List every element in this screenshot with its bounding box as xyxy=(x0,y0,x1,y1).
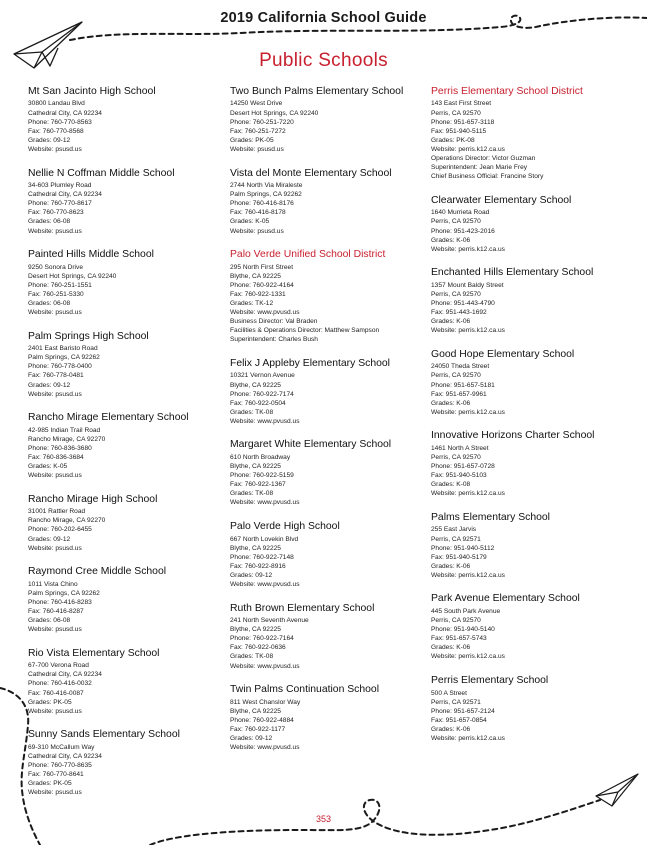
school-name: Painted Hills Middle School xyxy=(28,249,154,261)
directory-column-1 xyxy=(28,86,228,811)
school-entry xyxy=(431,267,631,335)
entry-detail-line: Fax: 760-922-1331 xyxy=(230,290,286,298)
entry-detail-line: Website: perris.k12.ca.us xyxy=(431,408,505,416)
entry-detail-line: Fax: 760-251-5330 xyxy=(28,290,84,298)
entry-detail-line: 1640 Murrieta Road xyxy=(431,209,490,217)
entry-detail-line: Website: psusd.us xyxy=(28,390,82,398)
entry-detail-line: Cathedral City, CA 92234 xyxy=(28,671,102,679)
entry-detail-line: Phone: 951-657-3118 xyxy=(431,118,495,126)
entry-detail-line: Grades: 06-08 xyxy=(28,299,71,307)
entry-detail-line: Grades: PK-05 xyxy=(28,780,72,788)
entry-detail-line: Fax: 951-657-5743 xyxy=(431,635,487,643)
entry-detail-line: Blythe, CA 92225 xyxy=(230,272,281,280)
entry-detail-line: 24050 Theda Street xyxy=(431,363,490,371)
entry-detail-line: Website: perris.k12.ca.us xyxy=(431,653,505,661)
entry-detail-line: Grades: K-06 xyxy=(431,644,471,652)
entry-detail-line: Perris, CA 92571 xyxy=(431,535,481,543)
entry-detail-line: Fax: 760-251-7272 xyxy=(230,127,286,135)
school-name: Innovative Horizons Charter School xyxy=(431,430,595,442)
entry-detail-line: Fax: 760-922-8916 xyxy=(230,562,286,570)
district-entry xyxy=(431,86,631,181)
entry-detail-line: 69-310 McCallum Way xyxy=(28,743,95,751)
school-entry xyxy=(28,249,228,317)
entry-detail-line: Phone: 760-202-6455 xyxy=(28,526,92,534)
school-name: Park Avenue Elementary School xyxy=(431,593,580,605)
school-name: Good Hope Elementary School xyxy=(431,348,575,360)
entry-detail-line: Superintendent: Jean Marie Frey xyxy=(431,164,528,172)
entry-detail-line: 500 A Street xyxy=(431,689,467,697)
entry-detail-line: Website: perris.k12.ca.us xyxy=(431,245,505,253)
school-entry xyxy=(230,603,430,671)
school-name: Palo Verde High School xyxy=(230,521,340,533)
school-name: Palms Elementary School xyxy=(431,511,550,523)
entry-detail-line: Phone: 951-940-5112 xyxy=(431,544,495,552)
entry-detail-line: 667 North Lovekin Blvd xyxy=(230,535,299,543)
school-entry xyxy=(28,494,228,553)
school-entry xyxy=(230,358,430,426)
entry-detail-line: Fax: 760-922-0504 xyxy=(230,399,286,407)
school-entry xyxy=(230,684,430,752)
entry-detail-line: Grades: TK-12 xyxy=(230,299,274,307)
entry-detail-line: Website: psusd.us xyxy=(28,227,82,235)
entry-detail-line: Phone: 760-770-8617 xyxy=(28,200,92,208)
school-entry xyxy=(230,439,430,507)
entry-detail-line: Fax: 760-770-8641 xyxy=(28,771,84,779)
entry-detail-line: Rancho Mirage, CA 92270 xyxy=(28,517,106,525)
entry-detail-line: Website: www.pvusd.us xyxy=(230,309,300,317)
entry-detail-line: Grades: K-08 xyxy=(431,481,471,489)
school-name: Perris Elementary School xyxy=(431,675,549,687)
entry-detail-line: Fax: 760-836-3684 xyxy=(28,453,84,461)
entry-detail-line: Phone: 760-922-7174 xyxy=(230,390,294,398)
school-name: Rancho Mirage High School xyxy=(28,493,158,505)
entry-detail-line: Grades: TK-08 xyxy=(230,490,274,498)
entry-detail-line: Palm Springs, CA 92262 xyxy=(230,191,302,199)
entry-detail-line: Phone: 760-922-4884 xyxy=(230,716,294,724)
entry-detail-line: Phone: 760-770-8635 xyxy=(28,761,92,769)
entry-detail-line: Fax: 760-922-1177 xyxy=(230,725,286,733)
entry-detail-line: Phone: 951-443-4790 xyxy=(431,299,495,307)
entry-detail-line: Superintendent: Charles Bush xyxy=(230,336,318,344)
entry-detail-line: Grades: 06-08 xyxy=(28,218,71,226)
entry-detail-line: Operations Director: Victor Guzman xyxy=(431,155,536,163)
school-name: Vista del Monte Elementary School xyxy=(230,167,392,179)
school-entry xyxy=(431,195,631,254)
entry-detail-line: Phone: 760-778-0400 xyxy=(28,363,92,371)
entry-detail-line: 295 North First Street xyxy=(230,263,294,271)
entry-detail-line: 30800 Landau Blvd xyxy=(28,100,85,108)
entry-detail-line: Blythe, CA 92225 xyxy=(230,381,281,389)
entry-detail-line: Perris, CA 92570 xyxy=(431,218,481,226)
entry-detail-line: Fax: 760-778-0481 xyxy=(28,372,84,380)
entry-detail-line: Rancho Mirage, CA 92270 xyxy=(28,435,106,443)
entry-detail-line: Phone: 760-251-7220 xyxy=(230,118,294,126)
entry-detail-line: Phone: 951-657-0728 xyxy=(431,463,495,471)
entry-detail-line: Fax: 951-940-5103 xyxy=(431,472,487,480)
district-name: Perris Elementary School District xyxy=(431,86,583,97)
entry-detail-line: Business Director: Val Braden xyxy=(230,318,318,326)
entry-detail-line: Fax: 760-770-8568 xyxy=(28,127,84,135)
entry-detail-line: 2744 North Via Miraleste xyxy=(230,182,303,190)
entry-detail-line: Grades: 09-12 xyxy=(230,571,273,579)
entry-detail-line: Grades: 09-12 xyxy=(230,734,273,742)
school-name: Twin Palms Continuation School xyxy=(230,684,380,696)
entry-detail-line: Website: www.pvusd.us xyxy=(230,417,300,425)
entry-detail-line: Website: www.pvusd.us xyxy=(230,580,300,588)
entry-detail-line: Phone: 760-922-7148 xyxy=(230,553,294,561)
school-name: Enchanted Hills Elementary School xyxy=(431,267,594,279)
entry-detail-line: Website: perris.k12.ca.us xyxy=(431,734,505,742)
school-entry xyxy=(230,521,430,589)
entry-detail-line: Fax: 951-657-0854 xyxy=(431,716,487,724)
entry-detail-line: Grades: K-06 xyxy=(431,399,471,407)
entry-detail-line: Phone: 760-416-8283 xyxy=(28,598,92,606)
entry-detail-line: Website: www.pvusd.us xyxy=(230,744,300,752)
entry-detail-line: Desert Hot Springs, CA 92240 xyxy=(230,109,319,117)
entry-detail-line: Phone: 760-416-0032 xyxy=(28,680,92,688)
entry-detail-line: 1011 Vista Chino xyxy=(28,580,78,588)
entry-detail-line: Website: psusd.us xyxy=(230,227,284,235)
school-name: Mt San Jacinto High School xyxy=(28,86,156,97)
school-entry xyxy=(28,566,228,634)
school-name: Rancho Mirage Elementary School xyxy=(28,412,189,424)
entry-detail-line: Grades: 09-12 xyxy=(28,535,71,543)
district-entry xyxy=(230,249,430,344)
school-entry xyxy=(28,412,228,480)
entry-detail-line: Grades: K-06 xyxy=(431,725,471,733)
entry-detail-line: 1357 Mount Baldy Street xyxy=(431,281,504,289)
entry-detail-line: Perris, CA 92570 xyxy=(431,617,481,625)
school-name: Nellie N Coffman Middle School xyxy=(28,167,175,179)
paper-plane-icon xyxy=(596,774,638,806)
school-name: Rio Vista Elementary School xyxy=(28,647,160,659)
school-entry xyxy=(28,168,228,236)
school-name: Margaret White Elementary School xyxy=(230,439,392,451)
entry-detail-line: Grades: PK-08 xyxy=(431,136,475,144)
entry-detail-line: Website: www.pvusd.us xyxy=(230,662,300,670)
entry-detail-line: 811 West Chanslor Way xyxy=(230,698,301,706)
school-entry xyxy=(431,593,631,661)
entry-detail-line: Website: perris.k12.ca.us xyxy=(431,571,505,579)
entry-detail-line: Palm Springs, CA 92262 xyxy=(28,354,100,362)
entry-detail-line: Website: psusd.us xyxy=(230,145,284,153)
entry-detail-line: Perris, CA 92570 xyxy=(431,453,481,461)
entry-detail-line: Website: perris.k12.ca.us xyxy=(431,490,505,498)
entry-detail-line: Perris, CA 92570 xyxy=(431,109,481,117)
entry-detail-line: Phone: 951-657-5181 xyxy=(431,381,495,389)
entry-detail-line: Phone: 760-416-8176 xyxy=(230,200,294,208)
entry-detail-line: 610 North Broadway xyxy=(230,453,291,461)
entry-detail-line: Fax: 760-416-8178 xyxy=(230,209,286,217)
entry-detail-line: Grades: 06-08 xyxy=(28,617,71,625)
entry-detail-line: Perris, CA 92570 xyxy=(431,372,481,380)
entry-detail-line: 143 East First Street xyxy=(431,100,492,108)
school-name: Clearwater Elementary School xyxy=(431,194,572,206)
entry-detail-line: Phone: 760-922-5159 xyxy=(230,472,294,480)
entry-detail-line: Cathedral City, CA 92234 xyxy=(28,191,102,199)
directory-column-3 xyxy=(431,86,631,757)
entry-detail-line: Grades: K-06 xyxy=(431,318,471,326)
page-number: 353 xyxy=(315,814,332,824)
entry-detail-line: Cathedral City, CA 92234 xyxy=(28,109,102,117)
entry-detail-line: 9250 Sonora Drive xyxy=(28,263,83,271)
entry-detail-line: Chief Business Official: Francine Story xyxy=(431,173,544,181)
entry-detail-line: Grades: K-05 xyxy=(28,463,68,471)
school-name: Raymond Cree Middle School xyxy=(28,566,167,578)
entry-detail-line: Facilities & Operations Director: Matthew Sampson xyxy=(230,327,380,335)
entry-detail-line: Phone: 760-922-7164 xyxy=(230,635,294,643)
school-entry xyxy=(230,168,430,236)
entry-detail-line: Perris, CA 92570 xyxy=(431,290,481,298)
entry-detail-line: Website: psusd.us xyxy=(28,707,82,715)
entry-detail-line: 445 South Park Avenue xyxy=(431,607,501,615)
entry-detail-line: Phone: 951-940-5140 xyxy=(431,626,495,634)
entry-detail-line: Website: psusd.us xyxy=(28,309,82,317)
entry-detail-line: Fax: 951-657-9961 xyxy=(431,390,487,398)
school-entry xyxy=(230,86,430,154)
section-title: Public Schools xyxy=(259,50,388,71)
school-entry xyxy=(431,430,631,498)
entry-detail-line: Grades: TK-08 xyxy=(230,653,274,661)
entry-detail-line: Phone: 951-423-2016 xyxy=(431,227,495,235)
entry-detail-line: Fax: 760-922-1367 xyxy=(230,481,286,489)
entry-detail-line: Fax: 760-770-8623 xyxy=(28,209,84,217)
entry-detail-line: 241 North Seventh Avenue xyxy=(230,617,309,625)
entry-detail-line: Grades: TK-08 xyxy=(230,408,274,416)
page-title: 2019 California School Guide xyxy=(220,10,427,26)
entry-detail-line: Website: psusd.us xyxy=(28,544,82,552)
entry-detail-line: Grades: PK-05 xyxy=(230,136,274,144)
entry-detail-line: Website: perris.k12.ca.us xyxy=(431,145,505,153)
entry-detail-line: 10321 Vernon Avenue xyxy=(230,372,295,380)
school-entry xyxy=(431,349,631,417)
entry-detail-line: Website: perris.k12.ca.us xyxy=(431,327,505,335)
entry-detail-line: Fax: 760-416-8287 xyxy=(28,607,84,615)
school-name: Ruth Brown Elementary School xyxy=(230,602,375,614)
entry-detail-line: Perris, CA 92571 xyxy=(431,698,481,706)
entry-detail-line: Blythe, CA 92225 xyxy=(230,463,281,471)
entry-detail-line: Phone: 760-770-8563 xyxy=(28,118,92,126)
entry-detail-line: Phone: 760-922-4164 xyxy=(230,281,294,289)
school-entry xyxy=(28,86,228,154)
entry-detail-line: Desert Hot Springs, CA 92240 xyxy=(28,272,117,280)
entry-detail-line: Phone: 760-836-3680 xyxy=(28,444,92,452)
entry-detail-line: Fax: 760-922-0636 xyxy=(230,644,286,652)
entry-detail-line: Blythe, CA 92225 xyxy=(230,707,281,715)
entry-detail-line: Website: www.pvusd.us xyxy=(230,499,300,507)
entry-detail-line: Fax: 951-940-5179 xyxy=(431,553,487,561)
entry-detail-line: Grades: K-06 xyxy=(431,236,471,244)
school-name: Palm Springs High School xyxy=(28,330,149,342)
entry-detail-line: 2401 East Baristo Road xyxy=(28,345,98,353)
school-entry xyxy=(28,331,228,399)
entry-detail-line: 255 East Jarvis xyxy=(431,526,477,534)
school-entry xyxy=(28,648,228,716)
school-entry xyxy=(431,512,631,580)
entry-detail-line: 34-603 Plumley Road xyxy=(28,182,92,190)
entry-detail-line: Grades: 09-12 xyxy=(28,136,71,144)
school-name: Sunny Sands Elementary School xyxy=(28,729,180,741)
entry-detail-line: Grades: K-05 xyxy=(230,218,270,226)
entry-detail-line: Grades: 09-12 xyxy=(28,381,71,389)
entry-detail-line: 31001 Rattler Road xyxy=(28,508,86,516)
entry-detail-line: Fax: 951-443-1692 xyxy=(431,309,487,317)
entry-detail-line: Blythe, CA 92225 xyxy=(230,544,281,552)
school-entry xyxy=(28,729,228,797)
directory-column-2 xyxy=(230,86,430,766)
entry-detail-line: Phone: 760-251-1551 xyxy=(28,281,92,289)
district-name: Palo Verde Unified School District xyxy=(230,249,386,261)
entry-detail-line: Grades: PK-05 xyxy=(28,698,72,706)
entry-detail-line: 67-700 Verona Road xyxy=(28,662,89,670)
entry-detail-line: Website: psusd.us xyxy=(28,472,82,480)
school-name: Two Bunch Palms Elementary School xyxy=(230,86,404,97)
entry-detail-line: Website: psusd.us xyxy=(28,789,82,797)
school-name: Felix J Appleby Elementary School xyxy=(230,357,390,369)
entry-detail-line: Cathedral City, CA 92234 xyxy=(28,752,102,760)
entry-detail-line: 14250 West Drive xyxy=(230,100,283,108)
entry-detail-line: Website: psusd.us xyxy=(28,626,82,634)
entry-detail-line: 1461 North A Street xyxy=(431,444,489,452)
entry-detail-line: 42-985 Indian Trail Road xyxy=(28,426,101,434)
entry-detail-line: Blythe, CA 92225 xyxy=(230,626,281,634)
entry-detail-line: Palm Springs, CA 92262 xyxy=(28,589,100,597)
school-entry xyxy=(431,675,631,743)
entry-detail-line: Website: psusd.us xyxy=(28,145,82,153)
entry-detail-line: Phone: 951-657-2124 xyxy=(431,707,495,715)
entry-detail-line: Grades: K-06 xyxy=(431,562,471,570)
entry-detail-line: Fax: 951-940-5115 xyxy=(431,127,487,135)
entry-detail-line: Fax: 760-416-0087 xyxy=(28,689,84,697)
